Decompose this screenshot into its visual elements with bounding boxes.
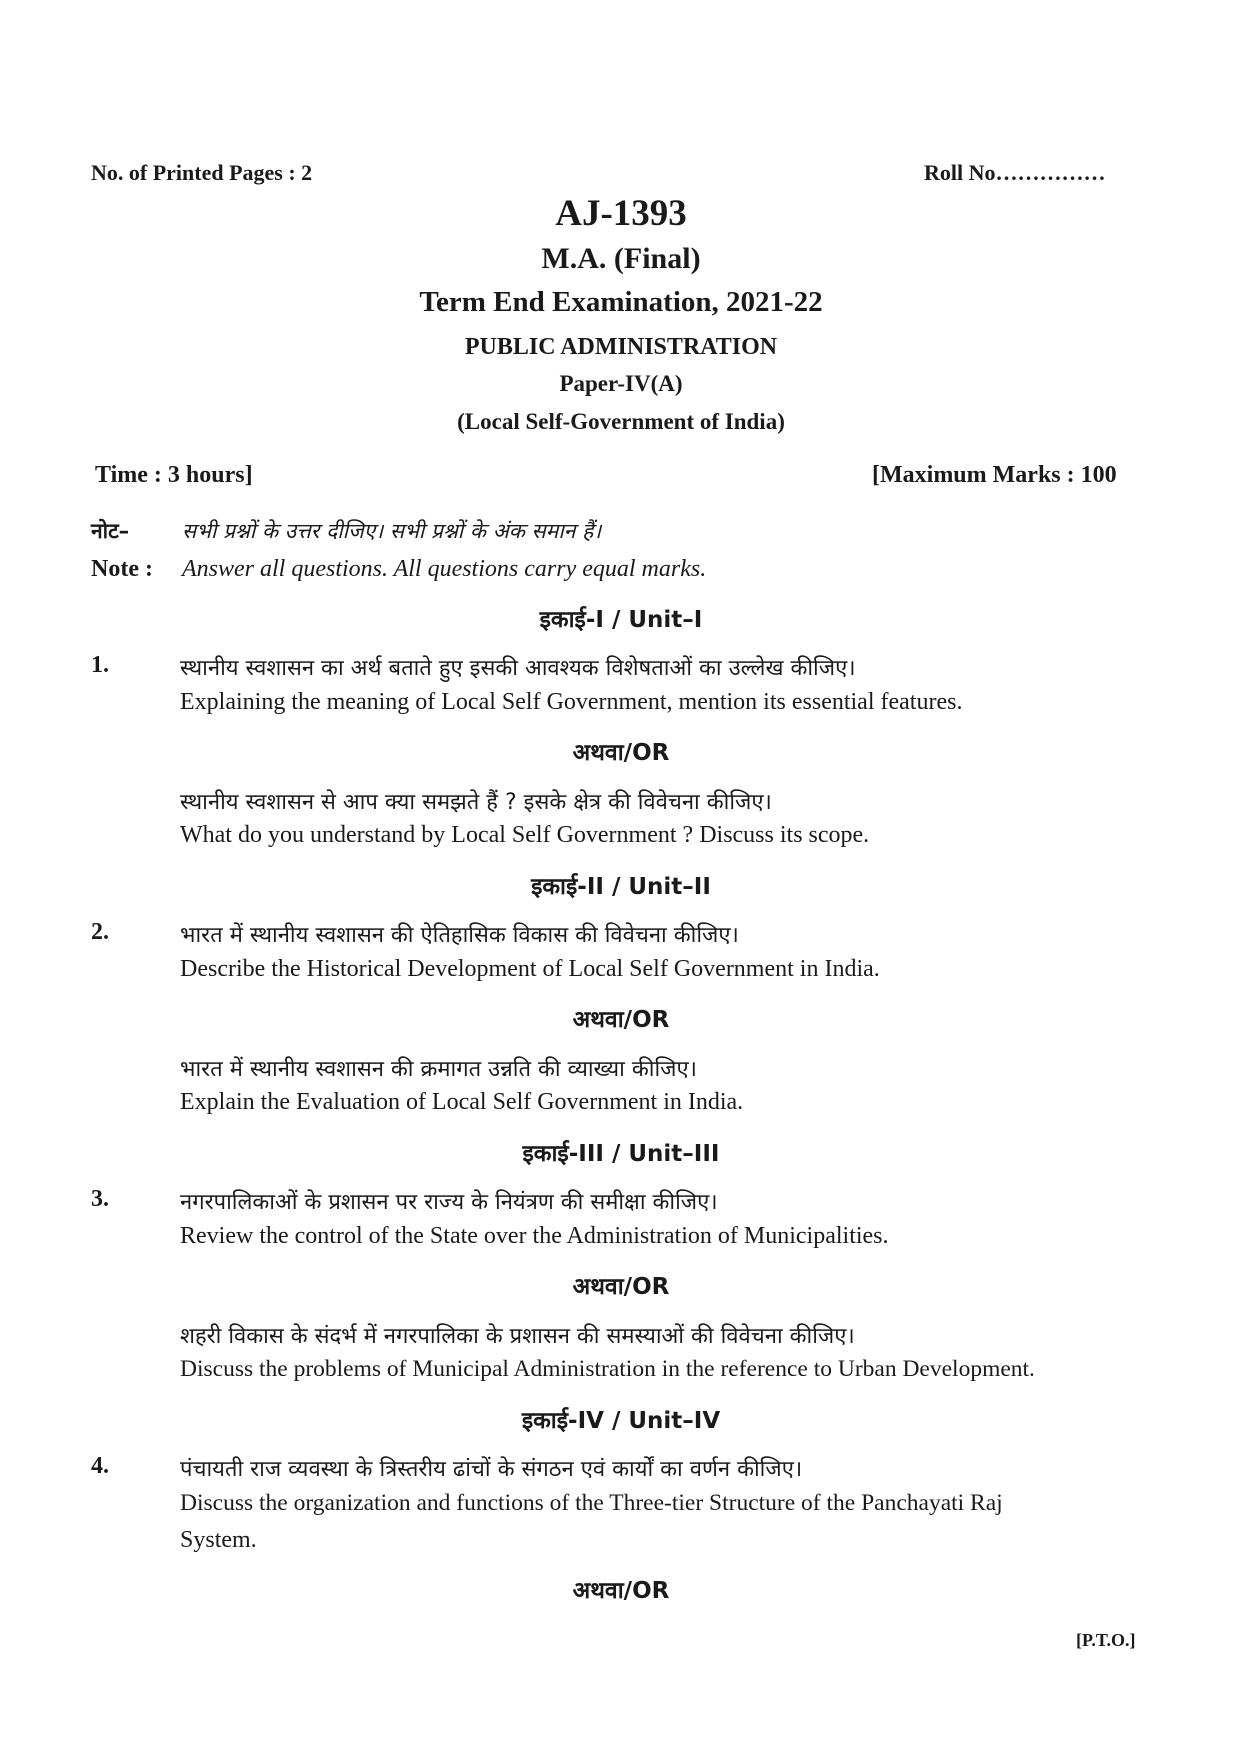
or-separator-2: अथवा/OR — [572, 1007, 670, 1033]
exam-time: Time : 3 hours] — [95, 462, 253, 488]
question-4-english-line-2: System. — [180, 1527, 257, 1553]
question-3-hindi: नगरपालिकाओं के प्रशासन पर राज्य के नियंत्रण की समीक्षा कीजिए। — [180, 1190, 718, 1215]
question-4-hindi: पंचायती राज व्यवस्था के त्रिस्तरीय ढांचों के संगठन एवं कार्यों का वर्णन कीजिए। — [180, 1457, 803, 1482]
unit-1-heading: इकाई-I / Unit–I — [539, 607, 703, 633]
question-3-alt-english: Discuss the problems of Municipal Administration in the reference to Urban Development. — [180, 1356, 1035, 1382]
or-separator-1: अथवा/OR — [572, 740, 670, 766]
roll-number: Roll No…………… — [924, 160, 1106, 185]
subject-title: PUBLIC ADMINISTRATION — [464, 334, 778, 360]
question-1-hindi: स्थानीय स्वशासन का अर्थ बताते हुए इसकी आवश्यक विशेषताओं का उल्लेख कीजिए। — [180, 656, 856, 681]
paper-number: Paper-IV(A) — [559, 371, 683, 396]
question-2-english: Describe the Historical Development of Local Self Government in India. — [180, 956, 880, 982]
note-label-hindi: नोट– — [91, 519, 130, 543]
unit-2-heading: इकाई-II / Unit–II — [531, 874, 711, 900]
unit-4-heading: इकाई-IV / Unit–IV — [521, 1408, 721, 1434]
or-separator-3: अथवा/OR — [572, 1274, 670, 1300]
or-separator-4: अथवा/OR — [572, 1578, 670, 1604]
question-3-english: Review the control of the State over the Administration of Municipalities. — [180, 1223, 889, 1249]
question-2-number: 2. — [91, 919, 109, 945]
question-1-english: Explaining the meaning of Local Self Government, mention its essential features. — [180, 689, 963, 715]
question-1-alt-english: What do you understand by Local Self Government ? Discuss its scope. — [180, 822, 870, 848]
exam-title: Term End Examination, 2021-22 — [419, 286, 823, 318]
paper-code: AJ-1393 — [555, 193, 687, 234]
question-3-alt-hindi: शहरी विकास के संदर्भ में नगरपालिका के प्रशासन की समस्याओं की विवेचना कीजिए। — [180, 1324, 855, 1349]
question-4-english-line-1: Discuss the organization and functions of the Three-tier Structure of the Panchayati Raj — [180, 1490, 1003, 1516]
note-text-english: Answer all questions. All questions carry equal marks. — [182, 556, 707, 582]
question-2-alt-hindi: भारत में स्थानीय स्वशासन की क्रमागत उन्नति की व्याख्या कीजिए। — [180, 1057, 697, 1082]
question-2-hindi: भारत में स्थानीय स्वशासन की ऐतिहासिक विकास की विवेचना कीजिए। — [180, 923, 739, 948]
please-turn-over: [P.T.O.] — [1076, 1630, 1136, 1650]
question-3-number: 3. — [91, 1186, 109, 1212]
maximum-marks: [Maximum Marks : 100 — [872, 462, 1117, 488]
question-2-alt-english: Explain the Evaluation of Local Self Government in India. — [180, 1089, 744, 1115]
note-text-hindi: सभी प्रश्नों के उत्तर दीजिए। सभी प्रश्नों के अंक समान हैं। — [182, 519, 602, 543]
course-title: M.A. (Final) — [541, 242, 701, 275]
note-label-english: Note : — [91, 556, 153, 582]
question-1-number: 1. — [91, 652, 109, 678]
paper-subtitle: (Local Self-Government of India) — [457, 409, 785, 434]
printed-pages: No. of Printed Pages : 2 — [91, 160, 313, 185]
question-1-alt-hindi: स्थानीय स्वशासन से आप क्या समझते हैं ? इसके क्षेत्र की विवेचना कीजिए। — [180, 790, 772, 815]
question-4-number: 4. — [91, 1453, 109, 1479]
unit-3-heading: इकाई-III / Unit–III — [522, 1141, 720, 1167]
